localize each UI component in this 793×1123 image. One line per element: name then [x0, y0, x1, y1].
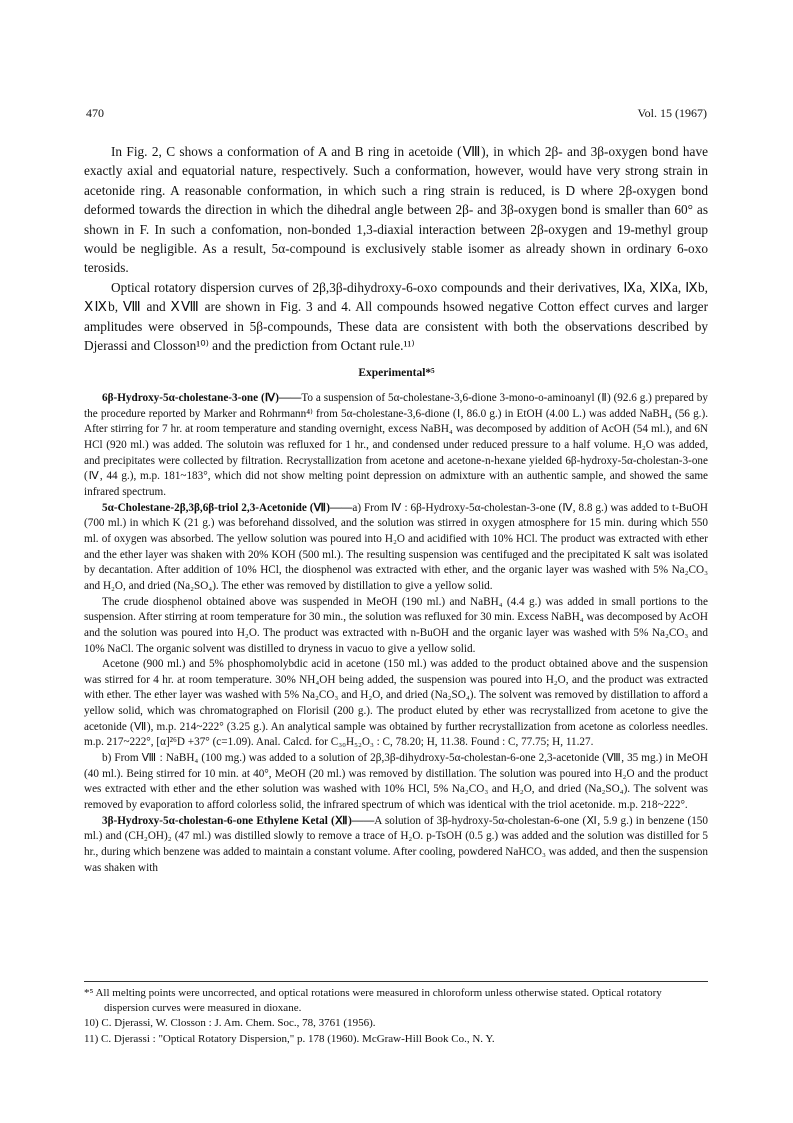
- footnote-divider: [84, 981, 708, 982]
- experimental-section: [84, 391, 708, 876]
- footnote: *⁵ All melting points were uncorrected, and optical rotations were measured in chloroform unless otherwise stated. Optical rotatory dispersion curves were measured in dioxane.: [84, 987, 662, 1015]
- compound-heading: 5α-Cholestane-2β,3β,6β-triol 2,3-Acetonide (Ⅶ)——: [102, 501, 353, 514]
- compound-heading: 3β-Hydroxy-5α-cholestan-6-one Ethylene Ketal (Ⅻ)——: [102, 814, 375, 827]
- volume-label: Vol. 15 (1967): [637, 106, 707, 120]
- section-title: Experimental*⁵: [358, 367, 435, 379]
- reference-item: 10) C. Djerassi, W. Closson : J. Am. Chem. Soc., 78, 3761 (1956).: [84, 1017, 376, 1030]
- paragraph: Optical rotatory dispersion curves of 2β,3β-dihydroxy-6-oxo compounds and their derivatives, Ⅸa, ⅩⅨa, Ⅸb, ⅩⅨb, Ⅷ and ⅩⅧ are shown in Fig. 3 and 4. All compounds hsowed negative Cotton effect curves and larger amplitudes were observed in 5β-compounds, These data are consistent with both the observations described by Djerassi and Closson¹⁰⁾ and the prediction from Octant rule.¹¹⁾: [84, 279, 708, 354]
- procedure-text: To a suspension of 5α-cholestane-3,6-dione 3-mono-o-aminoanyl (Ⅱ) (92.6 g.) prepared by the procedure reported by Marker and Rohrmann⁴⁾ from 5α-cholestane-3,6-dione (Ⅰ, 86.0 g.) in EtOH (4.00 L.) was added NaBH₄ (56 g.). After stirring for 7 hr. at room temperature and standing overnight, excess NaBH₄ was decomposed by addition of AcOH (54 ml.), and 6N HCl (920 ml.) was added. The solutoin was refluxed for 1 hr., and condensed under reduced pressure to a half volume. H₂O was added, and precipitates were collected by filtration. Recrystallization from acetone and acetone-n-hexane yielded 6β-hydroxy-5α-cholestan-3-one (Ⅳ, 44 g.), m.p. 181~183°, which did not show melting point depression on admixture with an authentic sample, and showed the same infrared spectrum.: [84, 392, 708, 498]
- reference-item: 11) C. Djerassi : "Optical Rotatory Dispersion," p. 178 (1960). McGraw-Hill Book Co., N. Y.: [84, 1032, 495, 1045]
- procedure-paragraph: [84, 501, 708, 595]
- compound-heading: 6β-Hydroxy-5α-cholestane-3-one (Ⅳ)——: [102, 392, 302, 404]
- procedure-text: A solution of 3β-hydroxy-5α-cholestan-6-one (Ⅺ, 5.9 g.) in benzene (150 ml.) and (CH₂OH)₂ (47 ml.) was distilled slowly to remove a trace of H₂O. p-TsOH (0.5 g.) was added and the solution was distilled for 5 hr., during which benzene was added to maintain a constant volume. After cooling, powdered NaHCO₃ was added, and then the suspension was shaken with: [84, 814, 708, 874]
- procedure-text: b) From Ⅷ : NaBH₄ (100 mg.) was added to a solution of 2β,3β-dihydroxy-5α-cholestan-6-one 2,3-acetonide (Ⅷ, 35 mg.) in MeOH (40 ml.). Being stirred for 10 min. at 40°, MeOH (20 ml.) was removed by distillation. The solution was poured into H₂O and the product wes extracted with ether and the ether solution was washed with 10% HCl, 5% Na₂CO₃ and H₂O, and dried (Na₂SO₄). The solvent was removed by evaporation to afford colorless solid, the infrared spectrum of which was identical with the triol acetonide. m.p. 218~222°.: [84, 752, 708, 812]
- procedure-text: The crude diosphenol obtained above was suspended in MeOH (190 ml.) and NaBH₄ (4.4 g.) was added in small portions to the suspension. After stirring at room temperature for 30 min., the solution was refluxed for 30 min. Excess NaBH₄ was decomposed by AcOH and the solution was poured into H₂O. The product was extracted with n-BuOH and the organic layer was washed with 5% Na₂CO₃ and 10% NaCl. The organic solvent was distilled to dryness in vacuo to give a yellow solid.: [84, 595, 708, 655]
- procedure-paragraph: [84, 657, 708, 751]
- procedure-text: a) From Ⅳ : 6β-Hydroxy-5α-cholestan-3-one (Ⅳ, 8.8 g.) was added to t-BuOH (700 ml.) in which K (21 g.) was beforehand dissolved, and the solution was stirred in oxygen atmosphere for 15 min. during which 550 ml. of oxygen was absorbed. The yellow solution was poured into H₂O and acidified with 10% HCl. The product was extracted with ether and the ether layer was shaken with 20% KOH (500 ml.). The resulting suspension was centifuged and the precipitated K salt was isolated by decantation. After addition of 10% HCl, the diosphenol was extracted with ether, and the organic layer was washed with 5% Na₂CO₃ and H₂O, and dried (Na₂SO₄). The ether was removed by distillation to give a yellow solid.: [84, 501, 709, 592]
- procedure-paragraph: [84, 814, 708, 877]
- discussion-text: [84, 142, 708, 355]
- procedure-paragraph: [84, 391, 708, 501]
- paragraph: In Fig. 2, C shows a conformation of A and B ring in acetoide (Ⅷ), in which 2β- and 3β-oxygen bond have exactly axial and equatorial nature, respectively. Such a conformation, however, would have very strong strain in acetonide ring. A reasonable conformation, in which such a ring strain is reduced, is D where 2β-oxygen bond deformed towards the direction in which the dihedral angle between 2β- and 3β-oxygen bond is smaller than 60° as shown in F. In such a confomation, non-bonded 1,3-diaxial interaction between 2β-oxygen and 19-methyl group would be negligible. As a result, 5α-compound is exclusively stable isomer as already shown in ordinary 6-oxo terosids.: [84, 144, 708, 276]
- procedure-paragraph: [84, 751, 708, 814]
- footnotes: [84, 986, 708, 1047]
- page-header: [86, 106, 707, 122]
- procedure-text: Acetone (900 ml.) and 5% phosphomolybdic acid in acetone (150 ml.) was added to the product obtained above and the suspension was stirred for 4 hr. at room temperature. 30% NH₄OH being added, the suspension was poured into H₂O, and the product was extracted with ether. The ether layer was washed with 5% Na₂CO₃ and H₂O, and dried (Na₂SO₄). The solvent was removed by distillation to afford a yellow solid, which was chromatographed on Florisil (200 g.). The product eluted by ether was recrystallized from acetone to give the acetonide (Ⅶ), m.p. 214~222° (3.25 g.). An analytical sample was obtained by further recrystallization from acetone as colorless needles. m.p. 217~222°, [α]²⁶D +37° (c=1.09). Anal. Calcd. for C₃₀H₅₂O₃ : C, 78.20; H, 11.38. Found : C, 77.75; H, 11.27.: [84, 658, 708, 749]
- page-number: 470: [86, 106, 104, 120]
- procedure-paragraph: [84, 595, 708, 658]
